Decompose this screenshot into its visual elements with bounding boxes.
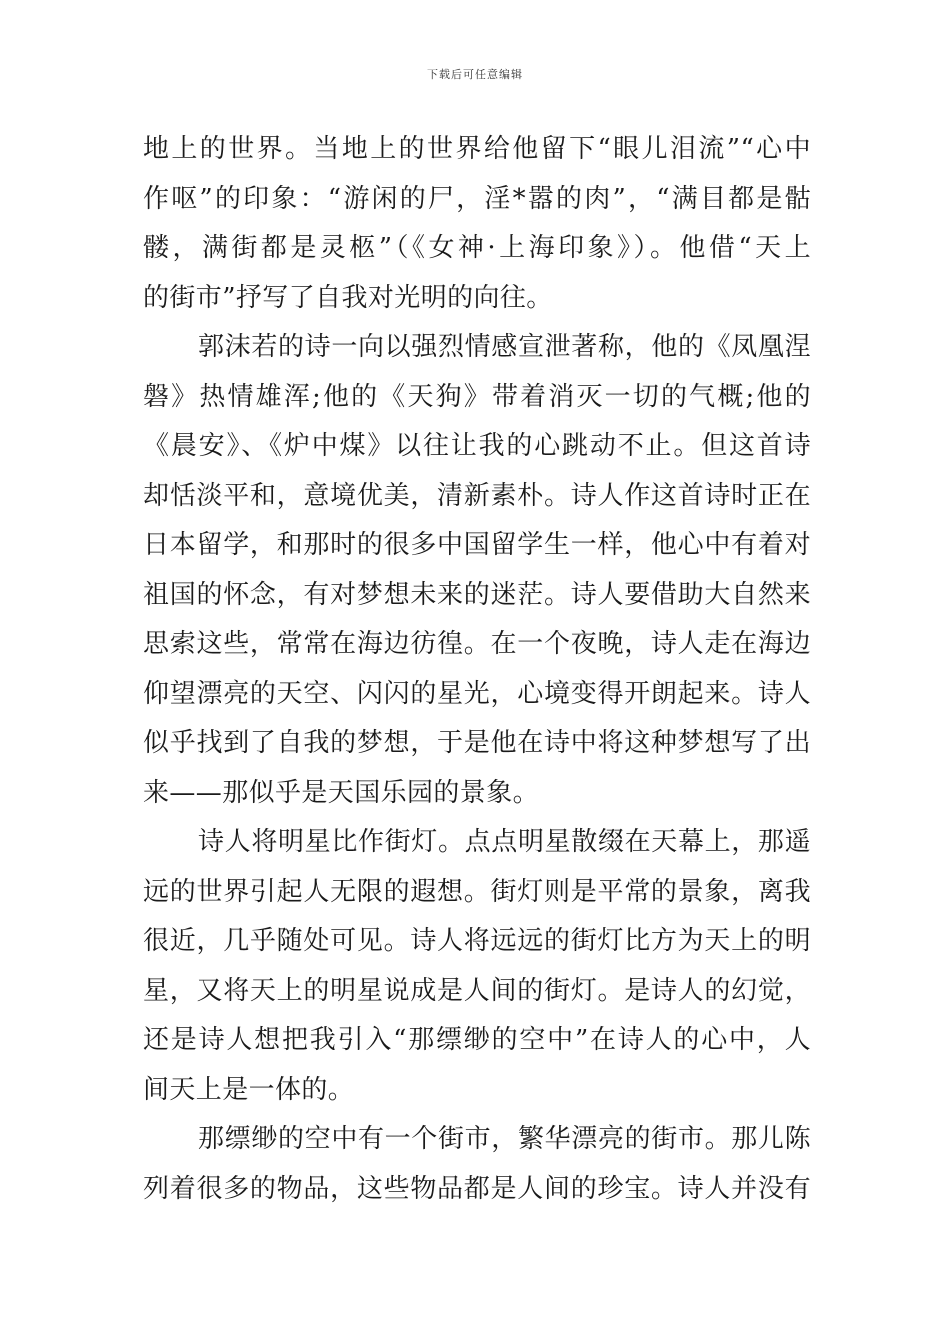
text-line: 的街市”抒写了自我对光明的向往。 [143, 282, 553, 313]
text-line: 星，又将天上的明星说成是人间的街灯。是诗人的幻觉， [143, 975, 811, 1006]
text-line: 祖国的怀念，有对梦想未来的迷茫。诗人要借助大自然来 [143, 579, 811, 610]
text-line: 作呕”的印象：“游闲的尸，淫*嚣的肉”，“满目都是骷 [143, 183, 811, 214]
text-line: 很近，几乎随处可见。诗人将远远的街灯比方为天上的明 [143, 926, 811, 956]
text-line: 诗人将明星比作街灯。点点明星散缀在天幕上，那遥 [198, 827, 811, 857]
text-line: 远的世界引起人无限的遐想。街灯则是平常的景象，离我 [143, 876, 811, 907]
paragraph-2 [143, 323, 811, 818]
text-line: 却恬淡平和，意境优美，清新素朴。诗人作这首诗时正在 [143, 480, 811, 511]
text-line: 日本留学，和那时的很多中国留学生一样，他心中有着对 [143, 530, 811, 560]
paragraph-4 [143, 1115, 811, 1214]
text-line: 似乎找到了自我的梦想，于是他在诗中将这种梦想写了出 [143, 728, 811, 758]
text-line: 地上的世界。当地上的世界给他留下“眼儿泪流”“心中 [143, 134, 811, 164]
text-line: 髅，满街都是灵柩”（《女神·上海印象》）。他借“天上 [143, 233, 811, 263]
text-line: 间天上是一体的。 [143, 1074, 355, 1105]
text-line: 郭沫若的诗一向以强烈情感宣泄著称，他的《凤凰涅 [198, 332, 811, 362]
paragraph-1 [143, 125, 811, 323]
text-line: 磐》热情雄浑;他的《天狗》带着消灭一切的气概;他的 [143, 381, 811, 412]
text-line: 那缥缈的空中有一个街市，繁华漂亮的街市。那儿陈 [198, 1124, 811, 1154]
text-line: 来——那似乎是天国乐园的景象。 [143, 777, 540, 808]
page-header-note: 下载后可任意编辑 [427, 68, 523, 81]
text-line: 还是诗人想把我引入“那缥缈的空中”在诗人的心中，人 [143, 1025, 811, 1055]
text-line: 列着很多的物品，这些物品都是人间的珍宝。诗人并没有 [143, 1173, 811, 1204]
text-line: 仰望漂亮的天空、闪闪的星光，心境变得开朗起来。诗人 [143, 678, 811, 709]
document-body [143, 125, 811, 1214]
text-line: 思索这些，常常在海边彷徨。在一个夜晚，诗人走在海边 [143, 629, 811, 659]
paragraph-3 [143, 818, 811, 1115]
text-line: 《晨安》、《炉中煤》以往让我的心跳动不止。但这首诗 [143, 431, 811, 461]
